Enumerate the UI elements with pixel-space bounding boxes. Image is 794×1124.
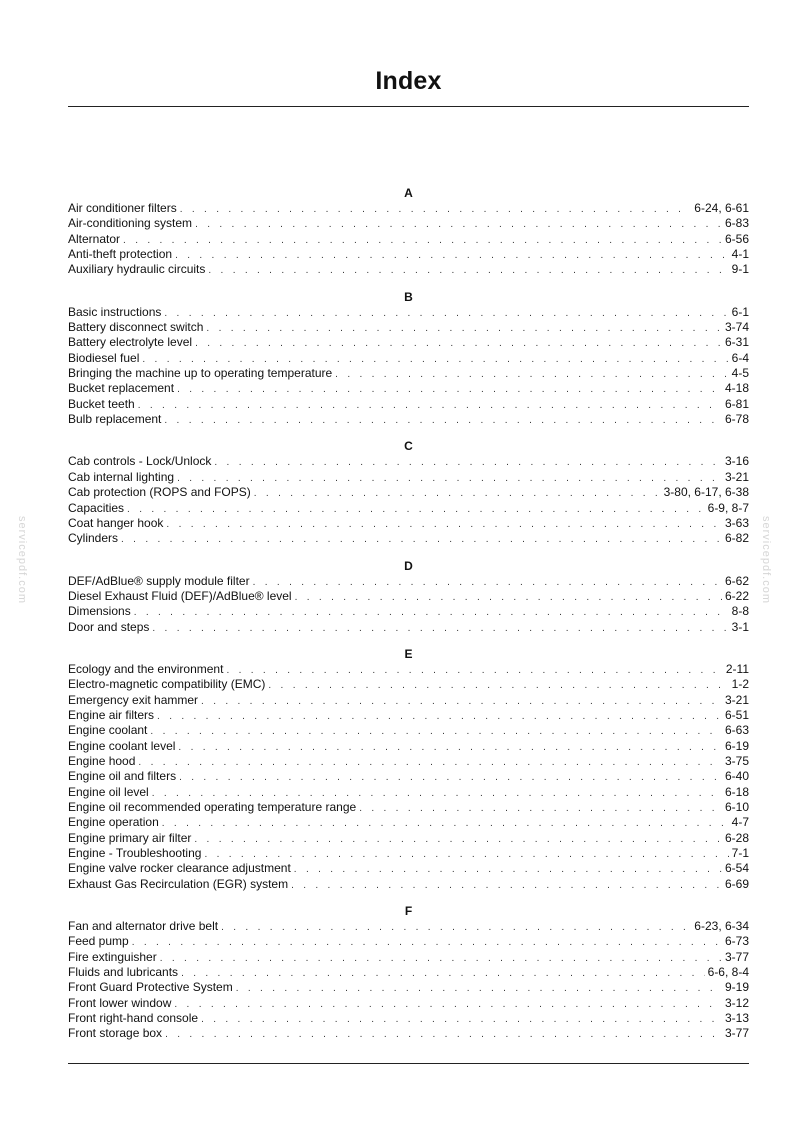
entry-label: Exhaust Gas Recirculation (EGR) system xyxy=(68,876,289,891)
section-letter: B xyxy=(404,289,413,304)
index-entry[interactable] xyxy=(68,620,749,635)
title-divider xyxy=(68,106,749,107)
entry-page-numbers: 1-2 xyxy=(731,677,749,692)
section-letter: F xyxy=(404,904,413,919)
entry-label: Fire extinguisher xyxy=(68,949,157,964)
dot-leader xyxy=(268,678,728,693)
dot-leader xyxy=(236,981,722,996)
entry-page-numbers: 4-7 xyxy=(731,815,749,830)
index-entry[interactable] xyxy=(68,965,749,980)
entry-page-numbers: 6-82 xyxy=(724,531,749,546)
entry-page-numbers: 3-13 xyxy=(724,1011,749,1026)
index-entry[interactable] xyxy=(68,1011,749,1026)
entry-page-numbers: 3-80, 6-17, 6-38 xyxy=(663,485,749,500)
index-entry[interactable] xyxy=(68,454,749,469)
index-entry[interactable] xyxy=(68,335,749,350)
index-entry[interactable] xyxy=(68,247,749,262)
dot-leader xyxy=(134,605,729,620)
entry-label: Battery disconnect switch xyxy=(68,320,204,335)
entry-label: Emergency exit hammer xyxy=(68,692,199,707)
index-entry[interactable] xyxy=(68,919,749,934)
dot-leader xyxy=(254,486,661,501)
dot-leader xyxy=(195,217,722,232)
dot-leader xyxy=(206,321,722,336)
dot-leader xyxy=(174,997,722,1012)
entry-page-numbers: 6-69 xyxy=(724,876,749,891)
entry-label: Bringing the machine up to operating temperature xyxy=(68,366,333,381)
entry-page-numbers: 6-4 xyxy=(731,350,749,365)
entry-page-numbers: 3-12 xyxy=(724,995,749,1010)
entry-page-numbers: 3-21 xyxy=(724,692,749,707)
entry-label: Engine hood xyxy=(68,753,136,768)
entry-label: Bucket replacement xyxy=(68,381,175,396)
entry-label: Cab protection (ROPS and FOPS) xyxy=(68,485,251,500)
section-letter: A xyxy=(404,186,413,200)
entry-label: Engine oil and filters xyxy=(68,769,177,784)
index-entry[interactable] xyxy=(68,846,749,861)
index-entry[interactable] xyxy=(68,232,749,247)
entry-label: Front storage box xyxy=(68,1026,163,1041)
dot-leader xyxy=(123,233,722,248)
index-entry[interactable] xyxy=(68,877,749,892)
entry-label: Feed pump xyxy=(68,934,129,949)
entry-page-numbers: 6-18 xyxy=(724,784,749,799)
dot-leader xyxy=(177,382,722,397)
entry-label: Capacities xyxy=(68,500,125,515)
page-title: Index xyxy=(375,67,442,95)
entry-page-numbers: 6-40 xyxy=(724,769,749,784)
entry-page-numbers: 4-5 xyxy=(731,366,749,381)
dot-leader xyxy=(138,398,722,413)
index-entry[interactable] xyxy=(68,693,749,708)
section-letter: C xyxy=(404,439,413,454)
entry-label: DEF/AdBlue® supply module filter xyxy=(68,573,250,588)
index-entry[interactable] xyxy=(68,800,749,815)
index-entry[interactable] xyxy=(68,412,749,427)
entry-label: Electro-magnetic compatibility (EMC) xyxy=(68,677,266,692)
dot-leader xyxy=(201,694,722,709)
section-letter: D xyxy=(404,558,413,573)
dot-leader xyxy=(127,502,705,517)
entry-page-numbers: 7-1 xyxy=(731,846,749,861)
index-entry[interactable] xyxy=(68,739,749,754)
index-entry[interactable] xyxy=(68,861,749,876)
dot-leader xyxy=(175,248,729,263)
index-entry[interactable] xyxy=(68,754,749,769)
entry-label: Auxiliary hydraulic circuits xyxy=(68,262,206,277)
dot-leader xyxy=(294,862,722,877)
entry-label: Battery electrolyte level xyxy=(68,335,193,350)
dot-leader xyxy=(164,306,728,321)
index-entry[interactable] xyxy=(68,831,749,846)
index-entry[interactable] xyxy=(68,785,749,800)
entry-label: Cab internal lighting xyxy=(68,469,175,484)
entry-label: Bulb replacement xyxy=(68,412,162,427)
entry-label: Alternator xyxy=(68,231,121,246)
watermark-left: servicepdf.com xyxy=(16,516,28,604)
entry-label: Fan and alternator drive belt xyxy=(68,919,219,934)
dot-leader xyxy=(142,352,728,367)
entry-label: Air-conditioning system xyxy=(68,216,193,231)
index-entry[interactable] xyxy=(68,934,749,949)
entry-label: Door and steps xyxy=(68,619,150,634)
entry-label: Engine oil recommended operating temperature range xyxy=(68,800,357,814)
dot-leader xyxy=(208,263,728,278)
dot-leader xyxy=(295,590,722,605)
entry-page-numbers: 3-16 xyxy=(724,454,749,469)
entry-page-numbers: 6-24, 6-61 xyxy=(694,201,749,215)
dot-leader xyxy=(181,966,705,981)
index-entry[interactable] xyxy=(68,397,749,412)
entry-page-numbers: 6-56 xyxy=(724,231,749,246)
dot-leader xyxy=(165,1027,722,1042)
entry-label: Coat hanger hook xyxy=(68,515,164,530)
entry-page-numbers: 6-63 xyxy=(724,723,749,738)
entry-label: Bucket teeth xyxy=(68,396,135,411)
index-entry[interactable] xyxy=(68,950,749,965)
entry-page-numbers: 2-11 xyxy=(725,661,749,676)
dot-leader xyxy=(157,709,722,724)
dot-leader xyxy=(195,336,722,351)
entry-page-numbers: 6-1 xyxy=(731,304,749,319)
entry-page-numbers: 4-1 xyxy=(731,247,749,262)
entry-page-numbers: 6-6, 8-4 xyxy=(707,965,749,980)
entry-label: Cab controls - Lock/Unlock xyxy=(68,454,212,469)
index-entry[interactable] xyxy=(68,470,749,485)
dot-leader xyxy=(214,455,722,470)
dot-leader xyxy=(132,935,722,950)
index-section-a xyxy=(68,186,749,278)
dot-leader xyxy=(179,770,722,785)
dot-leader xyxy=(178,740,722,755)
dot-leader xyxy=(221,920,691,935)
watermark-right: servicepdf.com xyxy=(760,516,772,604)
index-section-b xyxy=(68,290,749,428)
entry-label: Air conditioner filters xyxy=(68,201,177,215)
dot-leader xyxy=(180,202,692,217)
entry-page-numbers: 6-73 xyxy=(724,934,749,949)
index-entry[interactable] xyxy=(68,366,749,381)
dot-leader xyxy=(291,878,722,893)
index-entry[interactable] xyxy=(68,769,749,784)
index-entry[interactable] xyxy=(68,531,749,546)
entry-label: Engine coolant xyxy=(68,723,148,738)
entry-page-numbers: 6-28 xyxy=(724,830,749,845)
index-entry[interactable] xyxy=(68,201,749,216)
index-entry[interactable] xyxy=(68,677,749,692)
index-list xyxy=(68,186,749,1042)
entry-page-numbers: 3-77 xyxy=(724,1026,749,1041)
entry-label: Engine - Troubleshooting xyxy=(68,846,202,861)
index-entry[interactable] xyxy=(68,262,749,277)
entry-label: Engine coolant level xyxy=(68,738,176,753)
dot-leader xyxy=(162,816,729,831)
index-entry[interactable] xyxy=(68,980,749,995)
dot-leader xyxy=(194,832,722,847)
index-entry[interactable] xyxy=(68,320,749,335)
entry-page-numbers: 3-77 xyxy=(724,949,749,964)
dot-leader xyxy=(359,801,722,816)
index-entry[interactable] xyxy=(68,216,749,231)
index-entry[interactable] xyxy=(68,589,749,604)
entry-page-numbers: 9-19 xyxy=(724,980,749,995)
entry-page-numbers: 6-22 xyxy=(724,588,749,603)
entry-page-numbers: 8-8 xyxy=(731,604,749,619)
entry-page-numbers: 6-31 xyxy=(724,335,749,350)
entry-page-numbers: 6-51 xyxy=(724,707,749,722)
index-entry[interactable] xyxy=(68,501,749,516)
index-entry[interactable] xyxy=(68,516,749,531)
index-section-c xyxy=(68,439,749,546)
index-entry[interactable] xyxy=(68,708,749,723)
entry-label: Engine valve rocker clearance adjustment xyxy=(68,861,291,876)
entry-label: Engine primary air filter xyxy=(68,830,192,845)
entry-page-numbers: 3-21 xyxy=(724,469,749,484)
entry-page-numbers: 6-23, 6-34 xyxy=(694,919,749,934)
dot-leader xyxy=(335,367,728,382)
index-entry[interactable] xyxy=(68,604,749,619)
index-entry[interactable] xyxy=(68,996,749,1011)
dot-leader xyxy=(177,471,722,486)
index-section-d xyxy=(68,559,749,635)
entry-page-numbers: 6-62 xyxy=(724,573,749,588)
entry-page-numbers: 6-10 xyxy=(724,800,749,814)
dot-leader xyxy=(138,755,722,770)
dot-leader xyxy=(164,413,722,428)
entry-label: Cylinders xyxy=(68,531,119,546)
entry-page-numbers: 6-81 xyxy=(724,396,749,411)
entry-label: Engine operation xyxy=(68,815,159,830)
index-entry[interactable] xyxy=(68,381,749,396)
entry-page-numbers: 3-74 xyxy=(724,320,749,335)
entry-page-numbers: 6-19 xyxy=(724,738,749,753)
footer-divider xyxy=(68,1063,749,1064)
index-section-f xyxy=(68,904,749,1042)
entry-label: Front lower window xyxy=(68,995,172,1010)
dot-leader xyxy=(152,786,722,801)
entry-page-numbers: 3-1 xyxy=(731,619,749,634)
dot-leader xyxy=(166,517,722,532)
entry-label: Anti-theft protection xyxy=(68,247,173,262)
index-section-e xyxy=(68,647,749,892)
dot-leader xyxy=(201,1012,722,1027)
entry-label: Ecology and the environment xyxy=(68,661,224,676)
dot-leader xyxy=(150,724,722,739)
entry-page-numbers: 6-78 xyxy=(724,412,749,427)
dot-leader xyxy=(226,663,722,678)
index-entry[interactable] xyxy=(68,351,749,366)
index-entry[interactable] xyxy=(68,1026,749,1041)
dot-leader xyxy=(204,847,728,862)
entry-label: Engine oil level xyxy=(68,784,149,799)
entry-label: Biodiesel fuel xyxy=(68,350,140,365)
index-entry[interactable] xyxy=(68,305,749,320)
entry-label: Fluids and lubricants xyxy=(68,965,179,980)
dot-leader xyxy=(152,621,728,636)
entry-label: Dimensions xyxy=(68,604,131,619)
entry-label: Engine air filters xyxy=(68,707,155,722)
entry-page-numbers: 6-54 xyxy=(724,861,749,876)
entry-label: Front right-hand console xyxy=(68,1011,199,1026)
index-entry[interactable] xyxy=(68,723,749,738)
entry-page-numbers: 9-1 xyxy=(731,262,749,277)
section-letter: E xyxy=(404,646,413,661)
index-entry[interactable] xyxy=(68,574,749,589)
index-entry[interactable] xyxy=(68,815,749,830)
entry-page-numbers: 6-9, 8-7 xyxy=(707,500,749,515)
index-entry[interactable] xyxy=(68,662,749,677)
index-entry[interactable] xyxy=(68,485,749,500)
entry-page-numbers: 3-63 xyxy=(724,515,749,530)
dot-leader xyxy=(253,575,722,590)
dot-leader xyxy=(121,532,722,547)
entry-label: Basic instructions xyxy=(68,304,162,319)
entry-page-numbers: 3-75 xyxy=(724,753,749,768)
dot-leader xyxy=(160,951,722,966)
entry-page-numbers: 4-18 xyxy=(724,381,749,396)
entry-page-numbers: 6-83 xyxy=(724,216,749,231)
entry-label: Front Guard Protective System xyxy=(68,980,233,995)
entry-label: Diesel Exhaust Fluid (DEF)/AdBlue® level xyxy=(68,588,292,603)
